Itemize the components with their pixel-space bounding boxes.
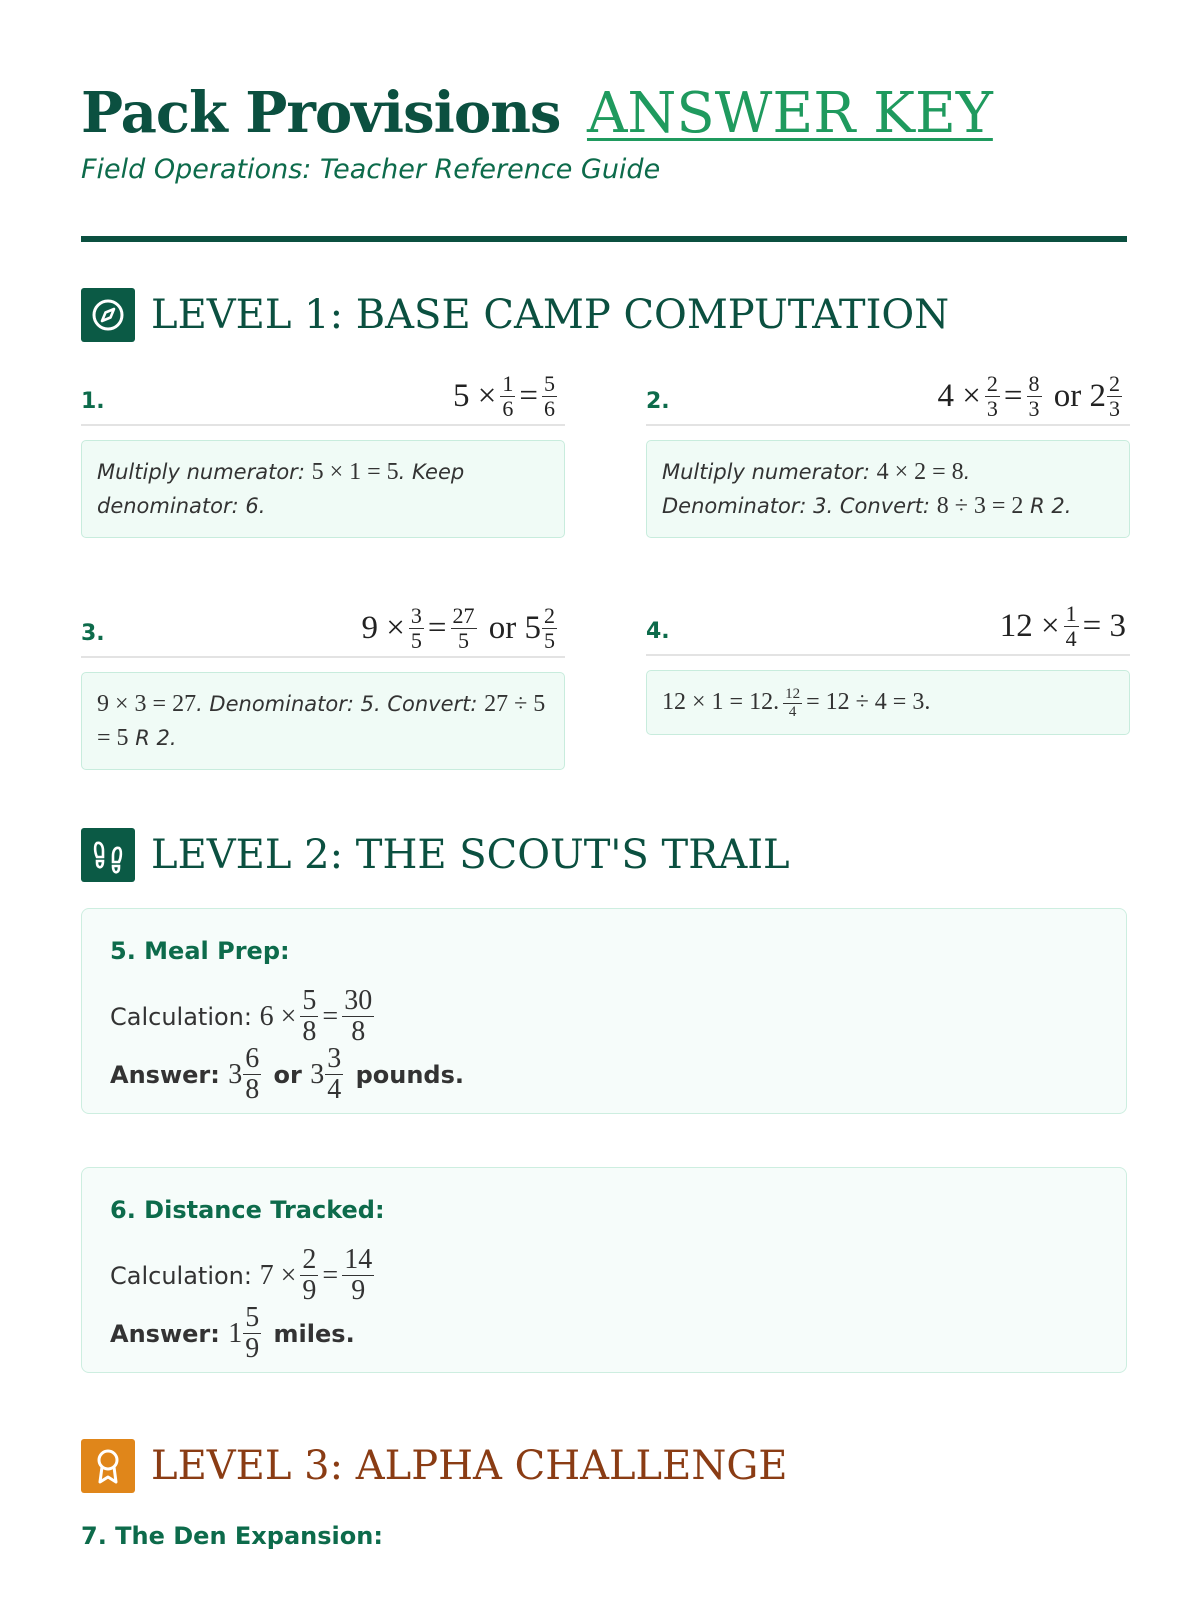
page-subtitle: Field Operations: Teacher Reference Guide [81, 154, 661, 185]
problem-2 [646, 362, 1130, 538]
card-calculation: Calculation: 6 × $\frac{5}{8}$ = $\frac{30}{8}$ [110, 985, 373, 1047]
hint-box [81, 672, 565, 770]
problem-4 [646, 594, 1130, 735]
hint-text: R 2. [1030, 494, 1072, 518]
hint-math: = 12 ÷ 4 = 3. [806, 689, 931, 715]
answer-text: pounds. [355, 1060, 465, 1089]
compass-icon [81, 288, 135, 342]
hint-math: 5 × 1 = 5 [311, 459, 399, 485]
hint-math: 12 × 1 = 12. [662, 689, 780, 715]
level3-heading [81, 1439, 787, 1493]
problem-6-card [81, 1167, 1127, 1373]
page-title [81, 80, 993, 146]
answer-key-page [81, 0, 1127, 1600]
card-answer: Answer: 3 6 8 or 3 3 4 pounds. [110, 1043, 465, 1105]
problem-3 [81, 594, 565, 770]
award-ribbon-icon [81, 1439, 135, 1493]
problem-number: 1. [81, 389, 105, 414]
hint-box: 12 × 1 = 12. $\frac{12}{4}$ = 12 ÷ 4 = 3. [646, 670, 1130, 735]
title-answer-key: ANSWER KEY [586, 81, 993, 146]
level1-heading [81, 288, 949, 342]
problem-equation: 12 × 1 4 = 3 [999, 601, 1126, 651]
problem-equation: 9 × 3 5 = 27 5 or 5 2 5 [361, 603, 555, 653]
hint-text: Multiply numerator: [97, 460, 305, 484]
problem-5-card [81, 908, 1127, 1114]
problem-number: 3. [81, 621, 105, 646]
hint-text: Multiply numerator: [662, 460, 870, 484]
answer-label: Answer: [110, 1319, 220, 1348]
problem-number: 2. [646, 389, 670, 414]
hint-text: R 2. [135, 726, 177, 750]
level3-title: LEVEL 3: ALPHA CHALLENGE [151, 1443, 788, 1489]
header-divider [81, 236, 1127, 242]
problem-equation: 5 × 1 6 = 5 6 [453, 371, 555, 421]
card-answer: Answer: 1 5 9 miles. [110, 1302, 355, 1364]
problem-number: 4. [646, 619, 670, 644]
problem-7-title: 7. The Den Expansion: [81, 1522, 383, 1550]
title-main: Pack Provisions [81, 80, 561, 146]
hint-text: . Keep denominator: 6. [97, 460, 465, 518]
level2-title: LEVEL 2: THE SCOUT'S TRAIL [151, 832, 790, 878]
calc-label: Calculation: [110, 1002, 252, 1031]
answer-text: miles. [273, 1319, 355, 1348]
problem-1 [81, 362, 565, 538]
footprints-icon [81, 828, 135, 882]
card-title: 6. Distance Tracked: [110, 1196, 385, 1224]
hint-box [81, 440, 565, 538]
hint-math: 9 × 3 = 27 [97, 691, 197, 717]
card-title: 5. Meal Prep: [110, 937, 290, 965]
hint-math: 8 ÷ 3 = 2 [936, 493, 1024, 519]
hint-math: 27 ÷ 5 = 5 [97, 691, 546, 751]
answer-text: or [273, 1060, 302, 1089]
hint-math: 4 × 2 = 8 [876, 459, 964, 485]
answer-label: Answer: [110, 1060, 220, 1089]
card-calculation: Calculation: 7 × $\frac{2}{9}$ = $\frac{14}{9}$ [110, 1244, 373, 1306]
hint-box [646, 440, 1130, 538]
calc-label: Calculation: [110, 1261, 252, 1290]
hint-text: . Denominator: 5. Convert: [196, 692, 478, 716]
problem-equation: 4 × 2 3 = 8 3 or 2 2 3 [937, 371, 1120, 421]
level1-title: LEVEL 1: BASE CAMP COMPUTATION [151, 292, 950, 338]
hint-text: . Denominator: 3. Convert: [662, 460, 971, 518]
level2-heading [81, 828, 790, 882]
